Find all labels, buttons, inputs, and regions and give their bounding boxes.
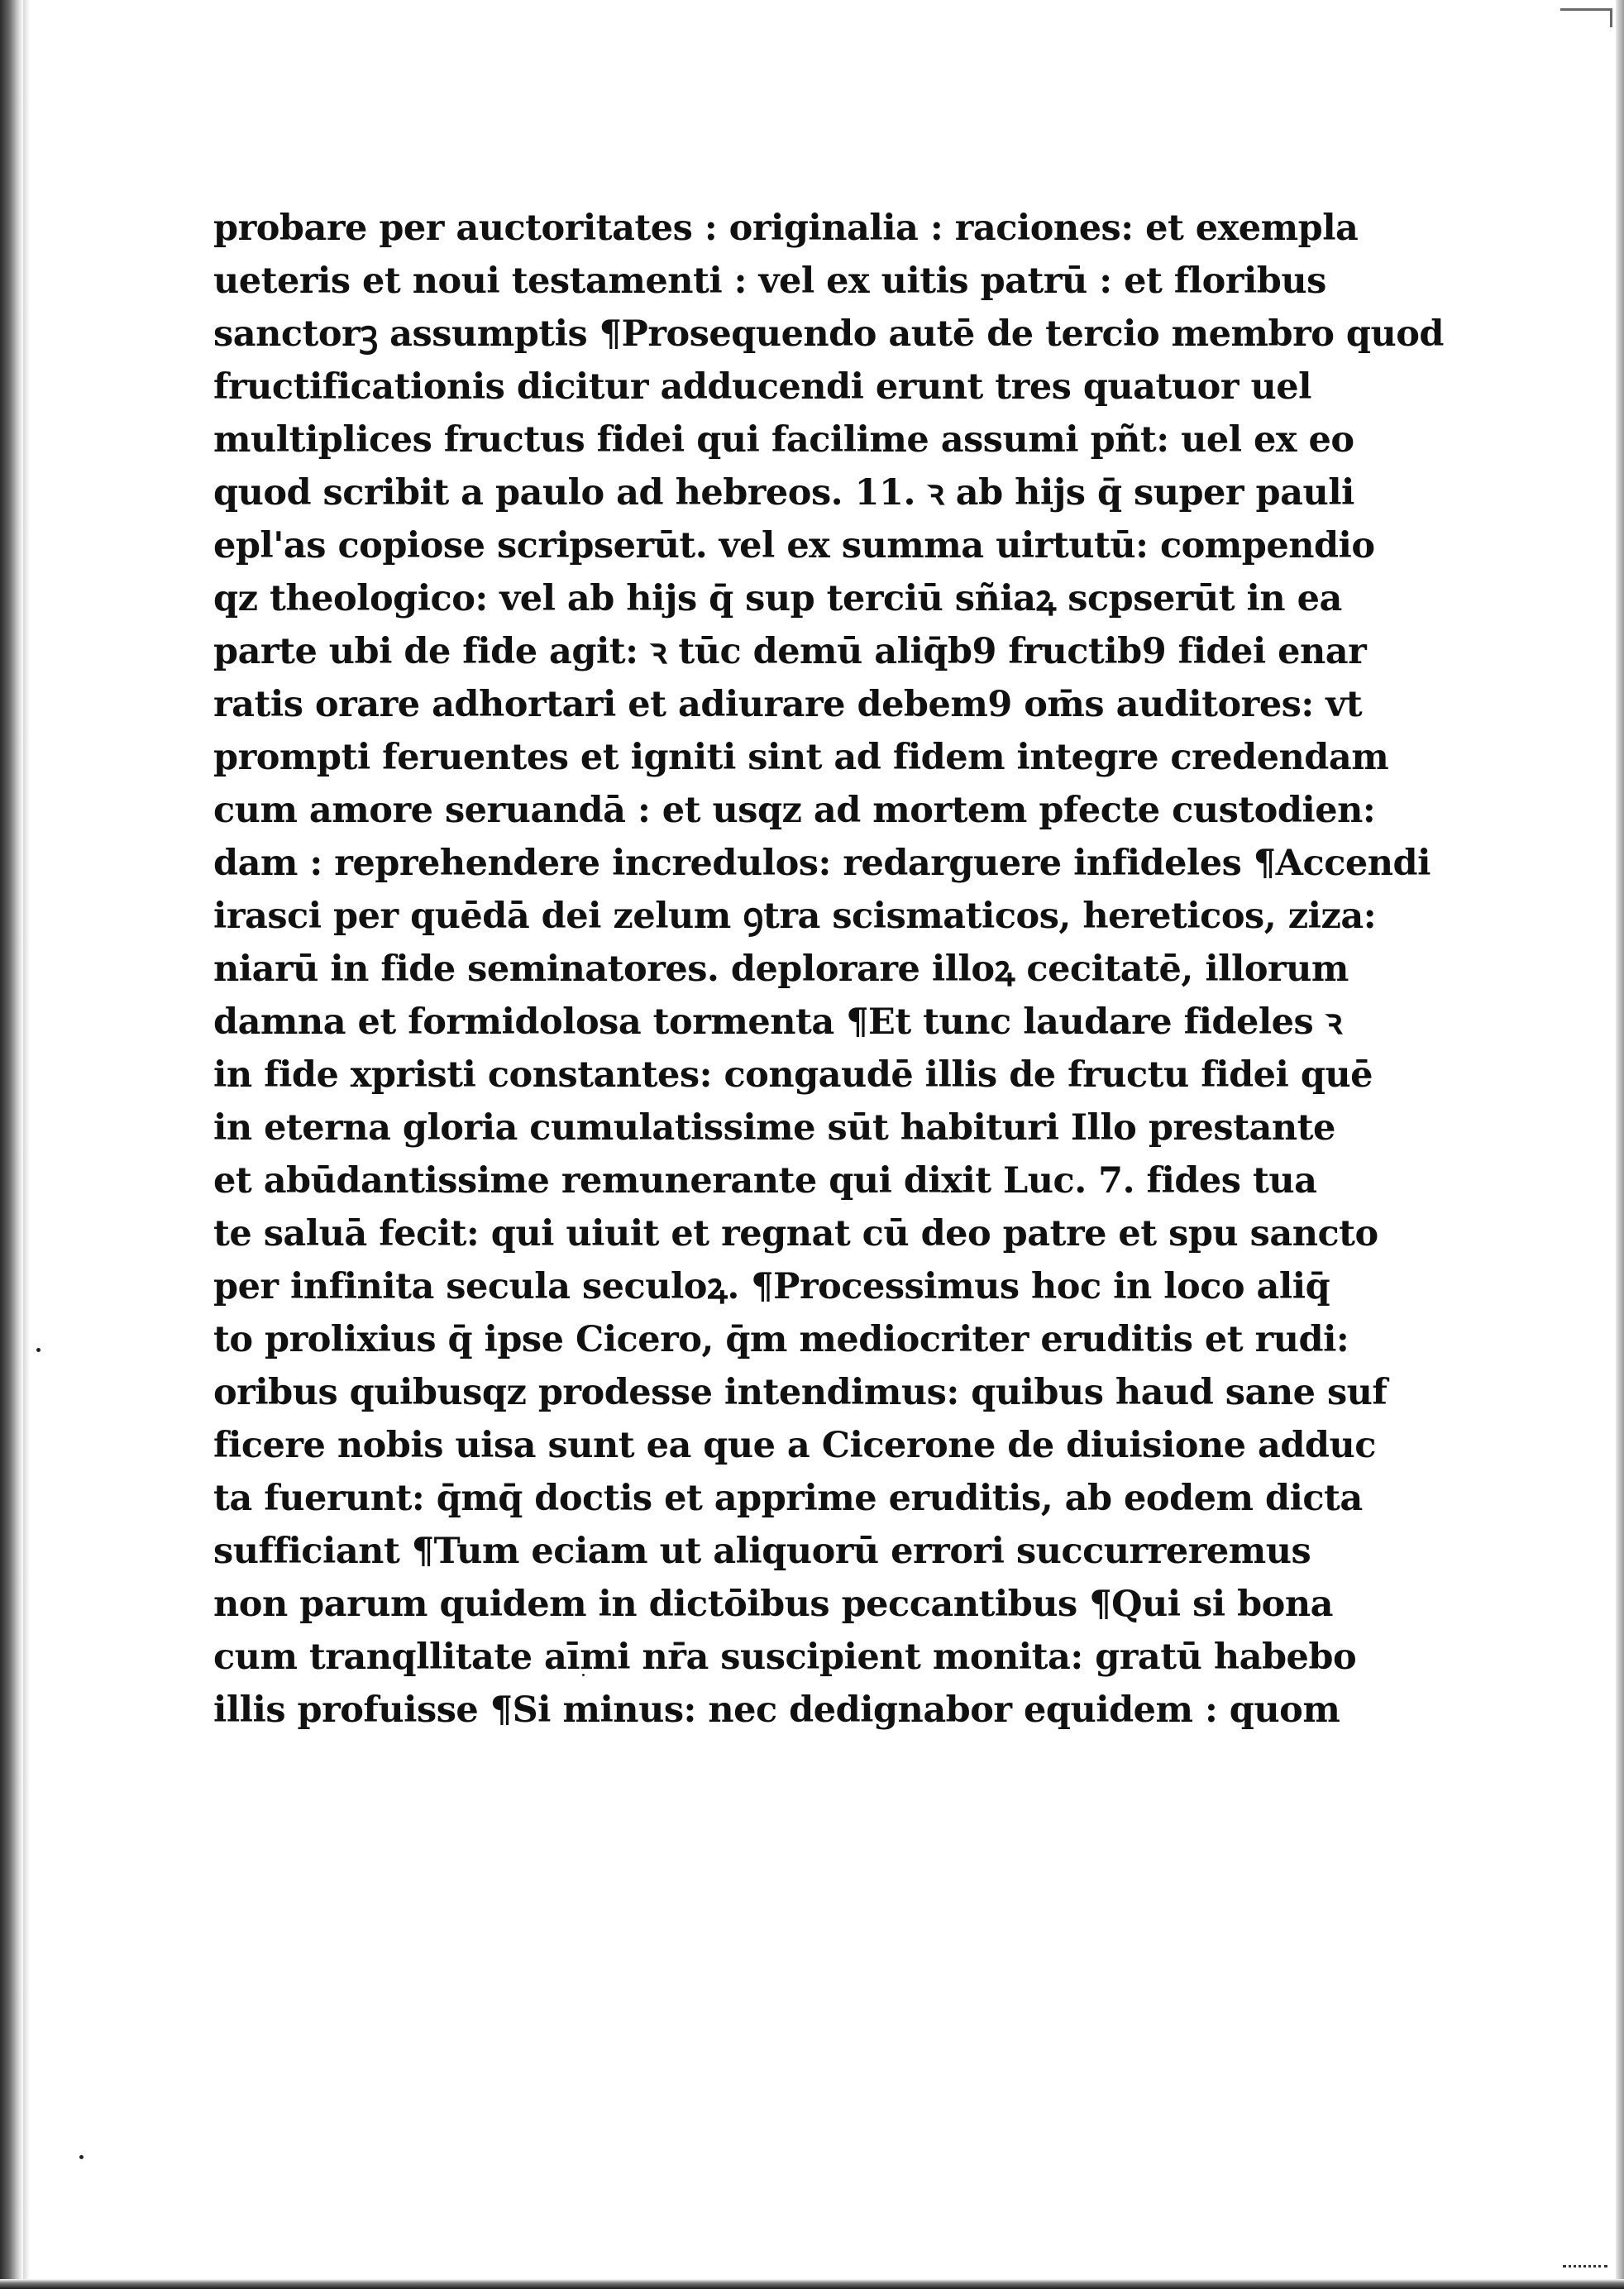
scan-bottom-mark <box>1563 2258 1607 2267</box>
scan-speck <box>36 1348 41 1352</box>
text-line: in eterna gloria cumulatissime sūt habituri Illo prestante <box>213 1107 1335 1149</box>
text-line: ratis orare adhortari et adiurare debem9 om̄s auditores: vt <box>213 684 1363 725</box>
text-line: cum tranqllitate aīmi nr̄a suscipient monita: gratū habebo <box>213 1637 1357 1678</box>
text-line: sufficiant ¶Tum eciam ut aliquorū errori succurreremus <box>213 1531 1311 1572</box>
text-line: parte ubi de fide agit: ꝛ tūc demū aliq̄b9 fructib9 fidei enar <box>213 631 1367 672</box>
text-line: dam : reprehendere incredulos: redarguere infideles ¶Accendi <box>213 843 1431 884</box>
scan-left-edge <box>0 0 23 2289</box>
text-line: non parum quidem in dictōibus peccantibus ¶Qui si bona <box>213 1584 1333 1625</box>
text-line: sanctorꝫ assumptis ¶Prosequendo autē de tercio membro quod <box>213 313 1444 355</box>
text-line: in fide xpristi constantes: congaudē illis de fructu fidei quē <box>213 1054 1373 1096</box>
text-line: epl'as copiose scripserūt. vel ex summa uirtutū: compendio <box>213 525 1375 566</box>
text-line: per infinita secula seculoꝝ. ¶Processimus hoc in loco aliq̄ <box>213 1266 1330 1307</box>
text-line: damna et formidolosa tormenta ¶Et tunc laudare fideles ꝛ <box>213 1001 1342 1043</box>
text-line: ueteris et noui testamenti : vel ex uitis patrū : et floribus <box>213 260 1326 302</box>
text-line: niarū in fide seminatores. deplorare illoꝝ cecitatē, illorum <box>213 949 1349 990</box>
text-line: cum amore seruandā : et usqz ad mortem pfecte custodien: <box>213 790 1376 831</box>
text-line: to prolixius q̄ ipse Cicero, q̄m mediocriter eruditis et rudi: <box>213 1319 1349 1360</box>
text-line: ta fuerunt: q̄mq̄ doctis et apprime eruditis, ab eodem dicta <box>213 1478 1363 1519</box>
scan-corner-mark <box>1560 8 1612 27</box>
text-line: qz theologico: vel ab hijs q̄ sup terciū sñiaꝝ scpserūt in ea <box>213 578 1342 619</box>
text-line: illis profuisse ¶Si minus: nec dedignabor equidem : quom <box>213 1689 1340 1731</box>
text-line: multiplices fructus fidei qui facilime assumi pñt: uel ex eo <box>213 419 1354 461</box>
page-text-block <box>213 202 1444 1737</box>
text-line: quod scribit a paulo ad hebreos. 11. ꝛ ab hijs q̄ super pauli <box>213 472 1354 514</box>
text-line: irasci per quēdā dei zelum ꝯtra scismaticos, hereticos, ziza: <box>213 896 1377 937</box>
text-line: oribus quibusqz prodesse intendimus: quibus haud sane suf <box>213 1372 1388 1413</box>
text-line: et abūdantissime remunerante qui dixit Luc. 7. fides tua <box>213 1160 1317 1202</box>
scan-left-shadow <box>23 0 30 2289</box>
text-line: probare per auctoritates : originalia : raciones: et exempla <box>213 208 1359 249</box>
scan-right-edge <box>1616 0 1624 2289</box>
text-line: fructificationis dicitur adducendi erunt tres quatuor uel <box>213 366 1311 408</box>
scan-speck <box>79 2155 84 2159</box>
text-line: ficere nobis uisa sunt ea que a Cicerone de diuisione adduc <box>213 1425 1376 1466</box>
text-line: prompti feruentes et igniti sint ad fidem integre credendam <box>213 737 1389 778</box>
text-line: te saluā fecit: qui uiuit et regnat cū deo patre et spu sancto <box>213 1213 1378 1254</box>
scan-bottom-edge <box>0 2279 1624 2289</box>
